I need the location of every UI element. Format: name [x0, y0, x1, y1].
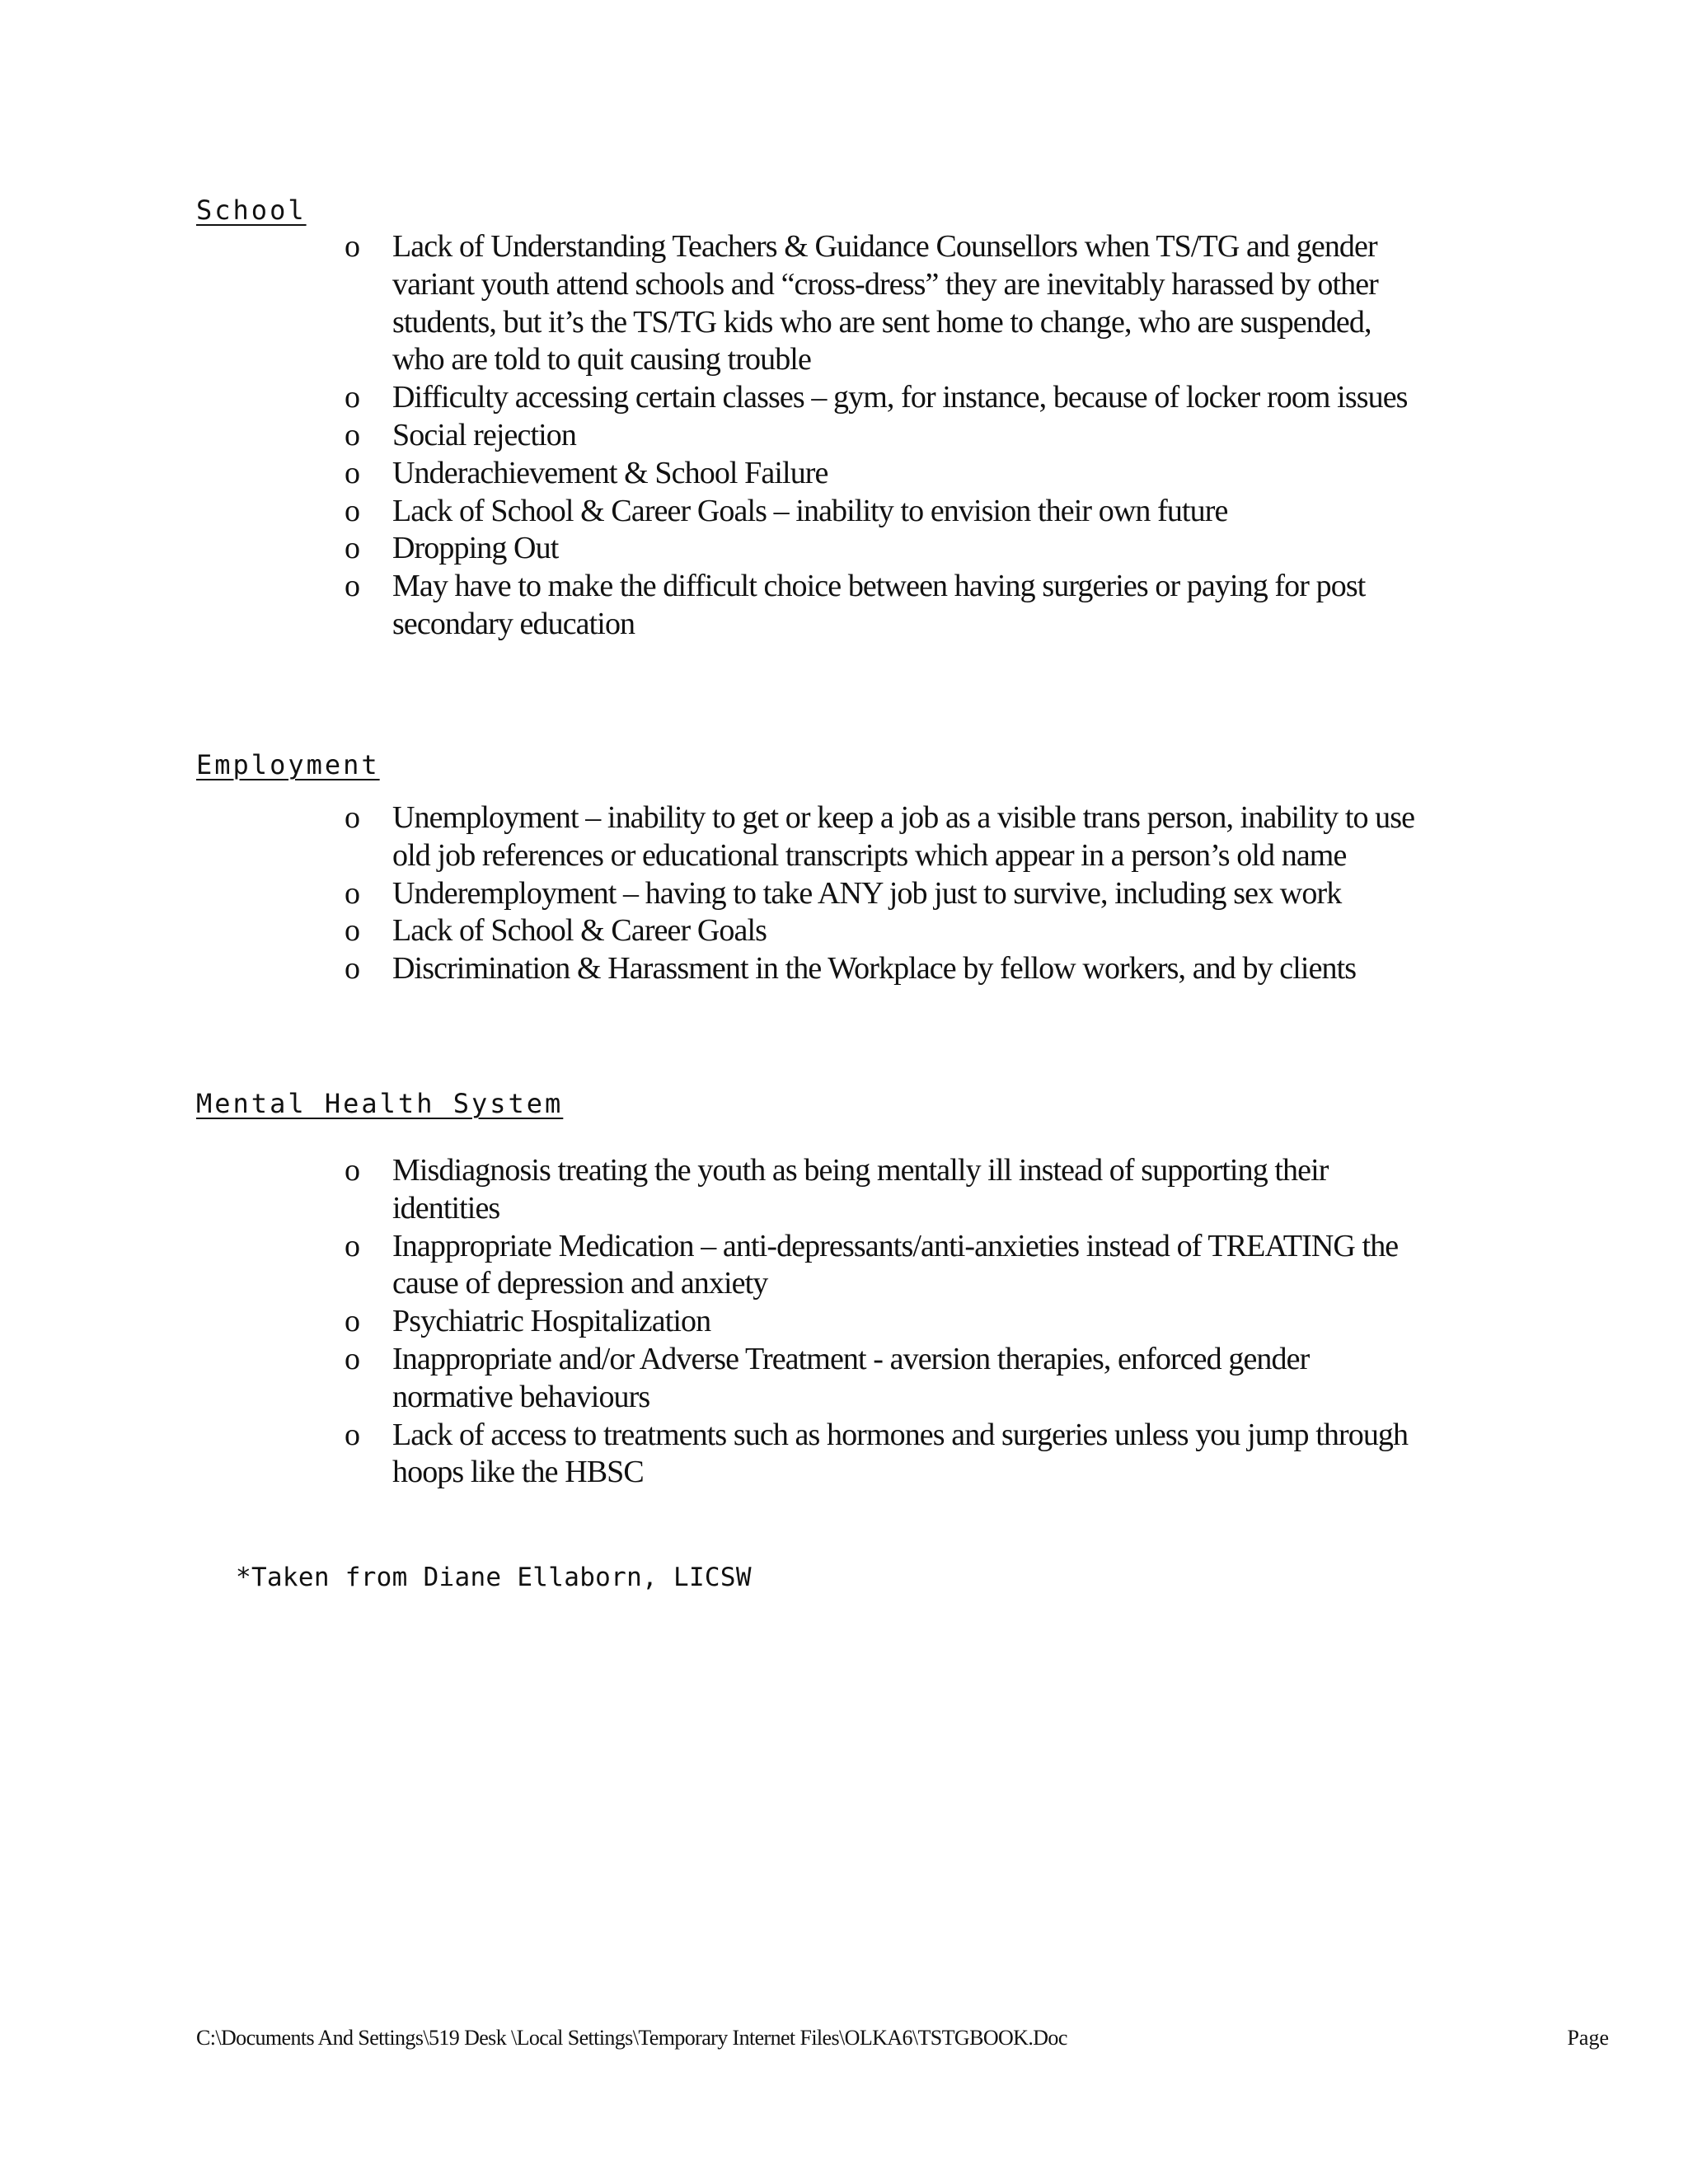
list-item: o May have to make the difficult choice between having surgeries or paying for post secondary education	[338, 568, 1426, 644]
list-item: o Discrimination & Harassment in the Workplace by fellow workers, and by clients	[338, 950, 1426, 988]
section-heading-school: School	[196, 194, 307, 226]
list-item: o Difficulty accessing certain classes – gym, for instance, because of locker room issues	[338, 379, 1426, 417]
list-item: o Psychiatric Hospitalization	[338, 1303, 1426, 1341]
employment-list	[338, 799, 1426, 988]
school-list	[338, 228, 1426, 644]
list-item: o Underemployment – having to take ANY job just to survive, including sex work	[338, 875, 1426, 913]
section-heading-employment: Employment	[196, 749, 380, 780]
list-item: o Inappropriate and/or Adverse Treatment - aversion therapies, enforced gender normative behaviours	[338, 1341, 1426, 1417]
list-item: o Lack of Understanding Teachers & Guidance Counsellors when TS/TG and gender variant youth attend schools and “cross-dress” they are inevitably harassed by other students, but it’s the TS/TG kids who are sent home to change, who are suspended, who are told to quit causing trouble	[338, 228, 1426, 379]
footer-file-path: C:\Documents And Settings\519 Desk \Local Settings\Temporary Internet Files\OLKA6\TSTGBOOK.Doc	[196, 2026, 1067, 2050]
list-item: o Dropping Out	[338, 530, 1426, 568]
section-heading-mental-health-system: Mental Health System	[196, 1088, 564, 1119]
list-item: o Lack of access to treatments such as hormones and surgeries unless you jump through hoops like the HBSC	[338, 1417, 1426, 1493]
source-footnote: *Taken from Diane Ellaborn, LICSW	[236, 1563, 752, 1592]
mental-health-list	[338, 1152, 1426, 1492]
list-item: o Inappropriate Medication – anti-depressants/anti-anxieties instead of TREATING the cause of depression and anxiety	[338, 1228, 1426, 1304]
list-item: o Lack of School & Career Goals – inability to envision their own future	[338, 493, 1426, 531]
list-item: o Underachievement & School Failure	[338, 455, 1426, 493]
list-item: o Unemployment – inability to get or keep a job as a visible trans person, inability to use old job references or educational transcripts which appear in a person’s old name	[338, 799, 1426, 875]
list-item: o Lack of School & Career Goals	[338, 912, 1426, 950]
list-item: o Misdiagnosis treating the youth as being mentally ill instead of supporting their identities	[338, 1152, 1426, 1228]
list-item: o Social rejection	[338, 417, 1426, 455]
footer-page-label: Page	[1567, 2026, 1609, 2050]
